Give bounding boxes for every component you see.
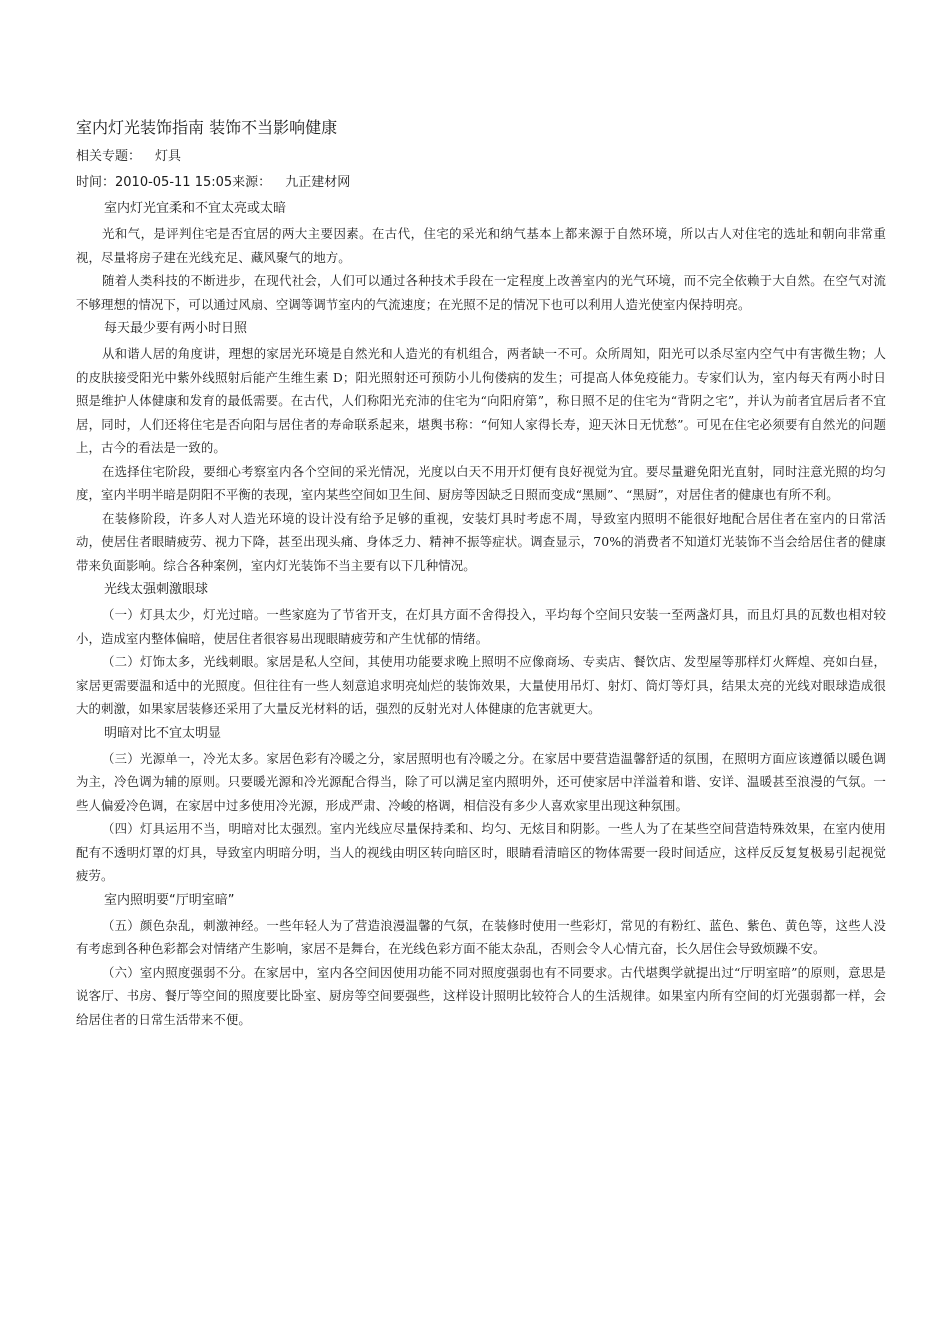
source-label: 来源： bbox=[232, 175, 272, 190]
section-heading: 光线太强刺激眼球 bbox=[104, 582, 209, 597]
time-value: 2010-05-11 15:05 bbox=[115, 175, 233, 190]
paragraph: 在装修阶段，许多人对人造光环境的设计没有给予足够的重视，安装灯具时考虑不周，导致室内照明不能很好地配合居住者在室内的日常活动，使居住者眼睛疲劳、视力下降，甚至出现头痛、身体乏力、精神不振等症状。调查显示，70%的消费者不知道灯光装饰不当会给居住者的健康带来负面影响。综合各种案例，室内灯光装饰不当主要有以下几种情况。 bbox=[76, 510, 886, 573]
section-heading: 室内照明要“厅明室暗” bbox=[104, 892, 235, 908]
paragraph: （四）灯具运用不当，明暗对比太强烈。室内光线应尽量保持柔和、均匀、无炫目和阴影。一些人为了在某些空间营造特殊效果，在室内使用配有不透明灯罩的灯具，导致室内明暗分明，当人的视线由明区转向暗区时，眼睛看清暗区的物体需要一段时间适应，这样反反复复极易引起视觉疲劳。 bbox=[76, 821, 886, 883]
topic-link[interactable]: 灯具 bbox=[155, 149, 182, 164]
paragraph: （一）灯具太少，灯光过暗。一些家庭为了节省开支，在灯具方面不舍得投入，平均每个空间只安装一至两盏灯具，而且灯具的瓦数也相对较小，造成室内整体偏暗，使居住者很容易出现眼睛疲劳和产生忧郁的情绪。 bbox=[76, 607, 886, 646]
paragraph: （三）光源单一，冷光太多。家居色彩有冷暖之分，家居照明也有冷暖之分。在家居中要营造温馨舒适的氛围，在照明方面应该遵循以暖色调为主，冷色调为辅的原则。只要暖光源和冷光源配合得当，除了可以满足室内照明外，还可使家居中洋溢着和谐、安详、温暖甚至浪漫的气氛。一些人偏爱冷色调，在家居中过多使用冷光源，形成严肃、冷峻的格调，相信没有多少人喜欢家里出现这种氛围。 bbox=[76, 750, 886, 813]
paragraph: 在选择住宅阶段，要细心考察室内各个空间的采光情况，光度以白天不用开灯便有良好视觉为宜。要尽量避免阳光直射，同时注意光照的均匀度，室内半明半暗是阴阳不平衡的表现，室内某些空间如卫生间、厨房等因缺乏日照而变成“黑厕”、“黑厨”，对居住者的健康也有所不利。 bbox=[76, 463, 886, 502]
paragraph: 从和谐人居的角度讲，理想的家居光环境是自然光和人造光的有机组合，两者缺一不可。众所周知，阳光可以杀尽室内空气中有害微生物；人的皮肤接受阳光中紫外线照射后能产生维生素 D；阳光照射还可预防小儿佝偻病的发生；可提高人体免疫能力。专家们认为，室内每天有两小时日照是维护人体健康和发育的最低需要。在古代，人们称阳光充沛的住宅为“向阳府第”，称日照不足的住宅为“背阴之宅”，并认为前者宜居后者不宜居，同时，人们还将住宅是否向阳与居住者的寿命联系起来，堪舆书称：“何知人家得长寿，迎天沐日无忧愁”。可见在住宅必须要有自然光的问题上，古今的看法是一致的。 bbox=[76, 346, 886, 455]
paragraph: 光和气，是评判住宅是否宜居的两大主要因素。在古代，住宅的采光和纳气基本上都来源于自然环境，所以古人对住宅的选址和朝向非常重视，尽量将房子建在光线充足、藏风聚气的地方。 bbox=[76, 226, 886, 265]
article-body bbox=[76, 196, 886, 1031]
time-source-line bbox=[76, 170, 886, 196]
document-page bbox=[76, 114, 886, 1031]
section-heading: 每天最少要有两小时日照 bbox=[104, 321, 248, 336]
topic-label: 相关专题： bbox=[76, 149, 142, 164]
source-value: 九正建材网 bbox=[285, 175, 351, 190]
topic-line bbox=[76, 144, 886, 170]
section-heading: 明暗对比不宜太明显 bbox=[104, 725, 222, 741]
time-label: 时间： bbox=[76, 175, 116, 190]
paragraph: （二）灯饰太多，光线刺眼。家居是私人空间，其使用功能要求晚上照明不应像商场、专卖店、餐饮店、发型屋等那样灯火辉煌、亮如白昼，家居更需要温和适中的光照度。但往往有一些人刻意追求明亮灿烂的装饰效果，大量使用吊灯、射灯、筒灯等灯具，结果太亮的光线对眼球造成很大的刺激，如果家居装修还采用了大量反光材料的话，强烈的反射光对人体健康的危害就更大。 bbox=[76, 654, 886, 716]
article-title: 室内灯光装饰指南 装饰不当影响健康 bbox=[76, 118, 338, 137]
paragraph: （六）室内照度强弱不分。在家居中，室内各空间因使用功能不同对照度强弱也有不同要求。古代堪舆学就提出过“厅明室暗”的原则，意思是说客厅、书房、餐厅等空间的照度要比卧室、厨房等空间要强些，这样设计照明比较符合人的生活规律。如果室内所有空间的灯光强弱都一样，会给居住者的日常生活带来不便。 bbox=[76, 964, 886, 1027]
section-heading: 室内灯光宜柔和不宜太亮或太暗 bbox=[104, 201, 287, 216]
paragraph: （五）颜色杂乱，刺激神经。一些年轻人为了营造浪漫温馨的气氛，在装修时使用一些彩灯，常见的有粉红、蓝色、紫色、黄色等，这些人没有考虑到各种色彩都会对情绪产生影响，家居不是舞台，在光线色彩方面不能太杂乱，否则会令人心情亢奋，长久居住会导致烦躁不安。 bbox=[76, 917, 886, 956]
paragraph: 随着人类科技的不断进步，在现代社会，人们可以通过各种技术手段在一定程度上改善室内的光气环境，而不完全依赖于大自然。在空气对流不够理想的情况下，可以通过风扇、空调等调节室内的气流速度；在光照不足的情况下也可以利用人造光使室内保持明亮。 bbox=[76, 273, 886, 312]
